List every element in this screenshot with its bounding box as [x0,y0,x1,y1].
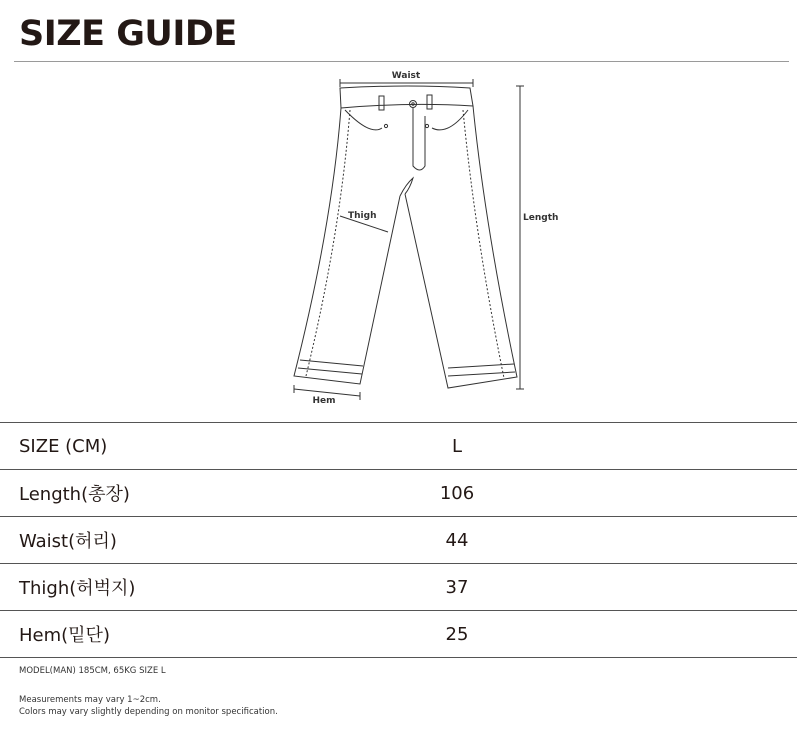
size-header-label: SIZE (CM) [0,423,419,470]
row-value-hem: 25 [419,611,495,658]
waist-label: Waist [391,71,421,81]
row-label-hem: Hem(밑단) [0,611,419,658]
table-row [0,423,797,470]
thigh-label: Thigh [348,211,377,221]
disclaimer [19,694,278,718]
row-value-length: 106 [419,470,495,517]
row-value-waist: 44 [419,517,495,564]
pants-outline-icon [270,66,570,411]
measure-note: Measurements may vary 1~2cm. [19,695,161,705]
table-row [0,517,797,564]
title-divider [14,61,789,62]
length-label: Length [523,213,559,223]
row-label-waist: Waist(허리) [0,517,419,564]
row-value-thigh: 37 [419,564,495,611]
row-label-length: Length(총장) [0,470,419,517]
page-title: SIZE GUIDE [19,14,237,54]
size-header-value: L [419,423,495,470]
table-row [0,470,797,517]
table-row [0,564,797,611]
hem-label: Hem [312,396,336,406]
table-row [0,611,797,658]
row-label-thigh: Thigh(허벅지) [0,564,419,611]
model-info: MODEL(MAN) 185CM, 65KG SIZE L [19,666,166,676]
color-note: Colors may vary slightly depending on monitor specification. [19,707,278,717]
size-table [0,422,797,658]
